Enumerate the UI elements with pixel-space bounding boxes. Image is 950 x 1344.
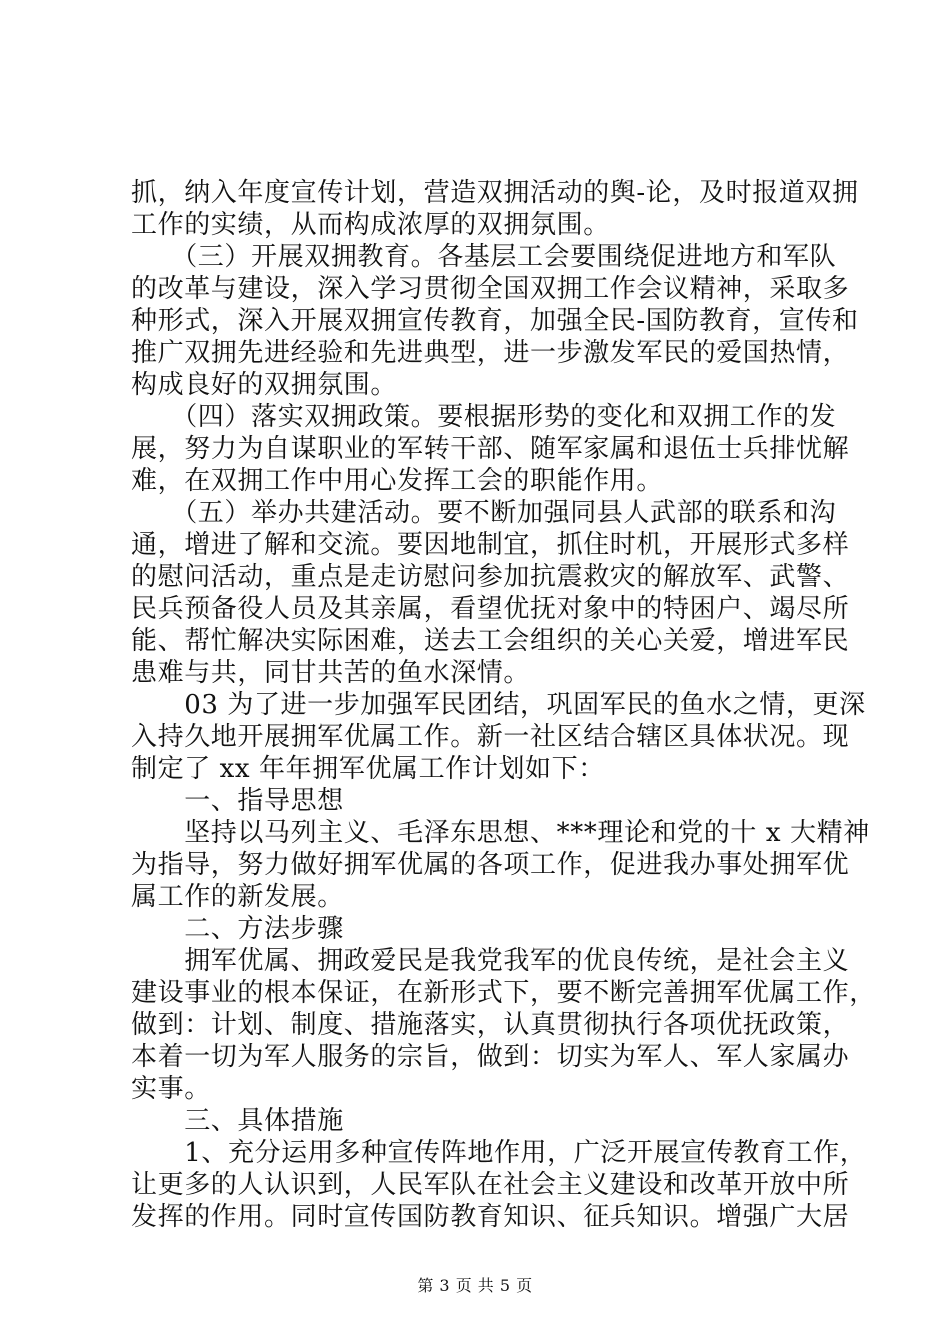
body-text-line: 入持久地开展拥军优属工作。新一社区结合辖区具体状况。现 — [131, 722, 850, 752]
section-heading: 一、指导思想 — [131, 786, 344, 816]
body-text-line: （五）举办共建活动。要不断加强同县人武部的联系和沟 — [131, 498, 837, 528]
body-text-line: 展，努力为自谋职业的军转干部、随军家属和退伍士兵排忧解 — [131, 434, 850, 464]
body-text-line: （四）落实双拥政策。要根据形势的变化和双拥工作的发 — [131, 402, 837, 432]
body-text-line: 属工作的新发展。 — [131, 882, 344, 912]
body-text-line: 通，增进了解和交流。要因地制宜，抓住时机，开展形式多样 — [131, 530, 850, 560]
body-text-line: 03 为了进一步加强军民团结，巩固军民的鱼水之情，更深 — [131, 690, 866, 720]
body-text-line: 拥军优属、拥政爱民是我党我军的优良传统，是社会主义 — [131, 946, 850, 976]
body-text-line: 患难与共，同甘共苦的鱼水深情。 — [131, 658, 531, 688]
body-text-line: 的改革与建设，深入学习贯彻全国双拥工作会议精神，采取多 — [131, 274, 850, 304]
body-text-line: 实事。 — [131, 1074, 211, 1104]
body-text-line: 本着一切为军人服务的宗旨，做到：切实为军人、军人家属办 — [131, 1042, 850, 1072]
body-text-line: 能、帮忙解决实际困难，送去工会组织的关心关爱，增进军民 — [131, 626, 850, 656]
body-text-line: 推广双拥先进经验和先进典型，进一步激发军民的爱国热情， — [131, 338, 850, 368]
body-text-line: 发挥的作用。同时宣传国防教育知识、征兵知识。增强广大居 — [131, 1202, 850, 1232]
body-text-line: 建设事业的根本保证，在新形式下，要不断完善拥军优属工作， — [131, 978, 876, 1008]
body-text-line: 1、充分运用多种宣传阵地作用，广泛开展宣传教育工作， — [131, 1138, 867, 1168]
body-text-line: 民兵预备役人员及其亲属，看望优抚对象中的特困户、竭尽所 — [131, 594, 850, 624]
body-text-line: 制定了 xx 年年拥军优属工作计划如下： — [131, 754, 605, 784]
page-number-footer: 第 3 页 共 5 页 — [417, 1276, 533, 1295]
body-text-line: 为指导，努力做好拥军优属的各项工作，促进我办事处拥军优 — [131, 850, 850, 880]
body-text-line: （三）开展双拥教育。各基层工会要围绕促进地方和军队 — [131, 242, 837, 272]
body-text-line: 做到：计划、制度、措施落实，认真贯彻执行各项优抚政策， — [131, 1010, 850, 1040]
body-text-line: 让更多的人认识到，人民军队在社会主义建设和改革开放中所 — [131, 1170, 850, 1200]
section-heading: 三、具体措施 — [131, 1106, 344, 1136]
body-text-line: 构成良好的双拥氛围。 — [131, 370, 398, 400]
body-text-line: 抓，纳入年度宣传计划，营造双拥活动的舆-论，及时报道双拥 — [131, 178, 859, 208]
section-heading: 二、方法步骤 — [131, 914, 344, 944]
body-text-line: 坚持以马列主义、毛泽东思想、***理论和党的十 x 大精神 — [131, 818, 870, 848]
body-text-line: 种形式，深入开展双拥宣传教育，加强全民-国防教育，宣传和 — [131, 306, 859, 336]
body-text-line: 的慰问活动，重点是走访慰问参加抗震救灾的解放军、武警、 — [131, 562, 850, 592]
body-text-line: 难，在双拥工作中用心发挥工会的职能作用。 — [131, 466, 664, 496]
body-text-line: 工作的实绩，从而构成浓厚的双拥氛围。 — [131, 210, 610, 240]
